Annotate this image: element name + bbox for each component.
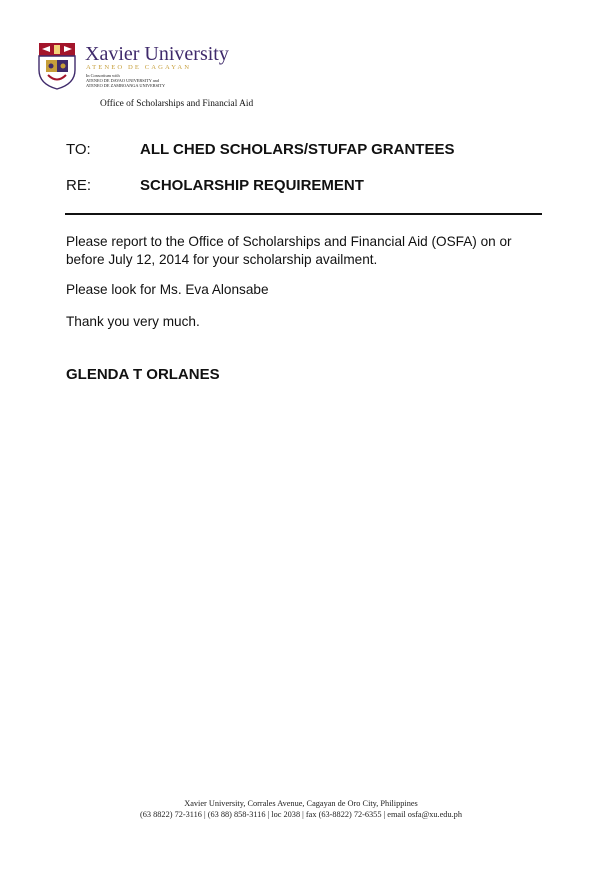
office-name: Office of Scholarships and Financial Aid	[100, 99, 254, 109]
footer	[0, 798, 602, 820]
university-seal-logo	[38, 42, 76, 90]
university-subtitle: ATENEO DE CAGAYAN	[86, 64, 192, 71]
body-paragraph-3: Thank you very much.	[66, 314, 200, 329]
signatory-name: GLENDA T ORLANES	[66, 366, 220, 383]
consortium-line: ATENEO DE ZAMBOANGA UNIVERSITY	[86, 83, 166, 88]
re-value: SCHOLARSHIP REQUIREMENT	[140, 177, 364, 194]
body-line: before July 12, 2014 for your scholarship availment.	[66, 252, 378, 267]
to-label: TO:	[66, 141, 91, 158]
body-paragraph-1	[66, 233, 546, 269]
university-name: Xavier University	[85, 43, 229, 65]
letterhead	[38, 42, 358, 114]
consortium-note	[86, 73, 165, 88]
consortium-line: In Consortium with	[86, 73, 120, 78]
consortium-line: ATENEO DE DAVAO UNIVERSITY and	[86, 78, 159, 83]
body-paragraph-2: Please look for Ms. Eva Alonsabe	[66, 282, 269, 297]
header-divider	[65, 213, 542, 215]
re-label: RE:	[66, 177, 92, 194]
footer-address: Xavier University, Corrales Avenue, Cagayan de Oro City, Philippines	[184, 799, 418, 808]
to-value: ALL CHED SCHOLARS/STUFAP GRANTEES	[140, 141, 455, 158]
footer-contacts: (63 8822) 72-3116 | (63 88) 858-3116 | loc 2038 | fax (63-8822) 72-6355 | email osfa@xu.edu.ph	[140, 810, 462, 819]
memo-to-row	[66, 141, 454, 158]
body-line: Please report to the Office of Scholarships and Financial Aid (OSFA) on or	[66, 234, 512, 249]
memo-re-row	[66, 177, 364, 194]
